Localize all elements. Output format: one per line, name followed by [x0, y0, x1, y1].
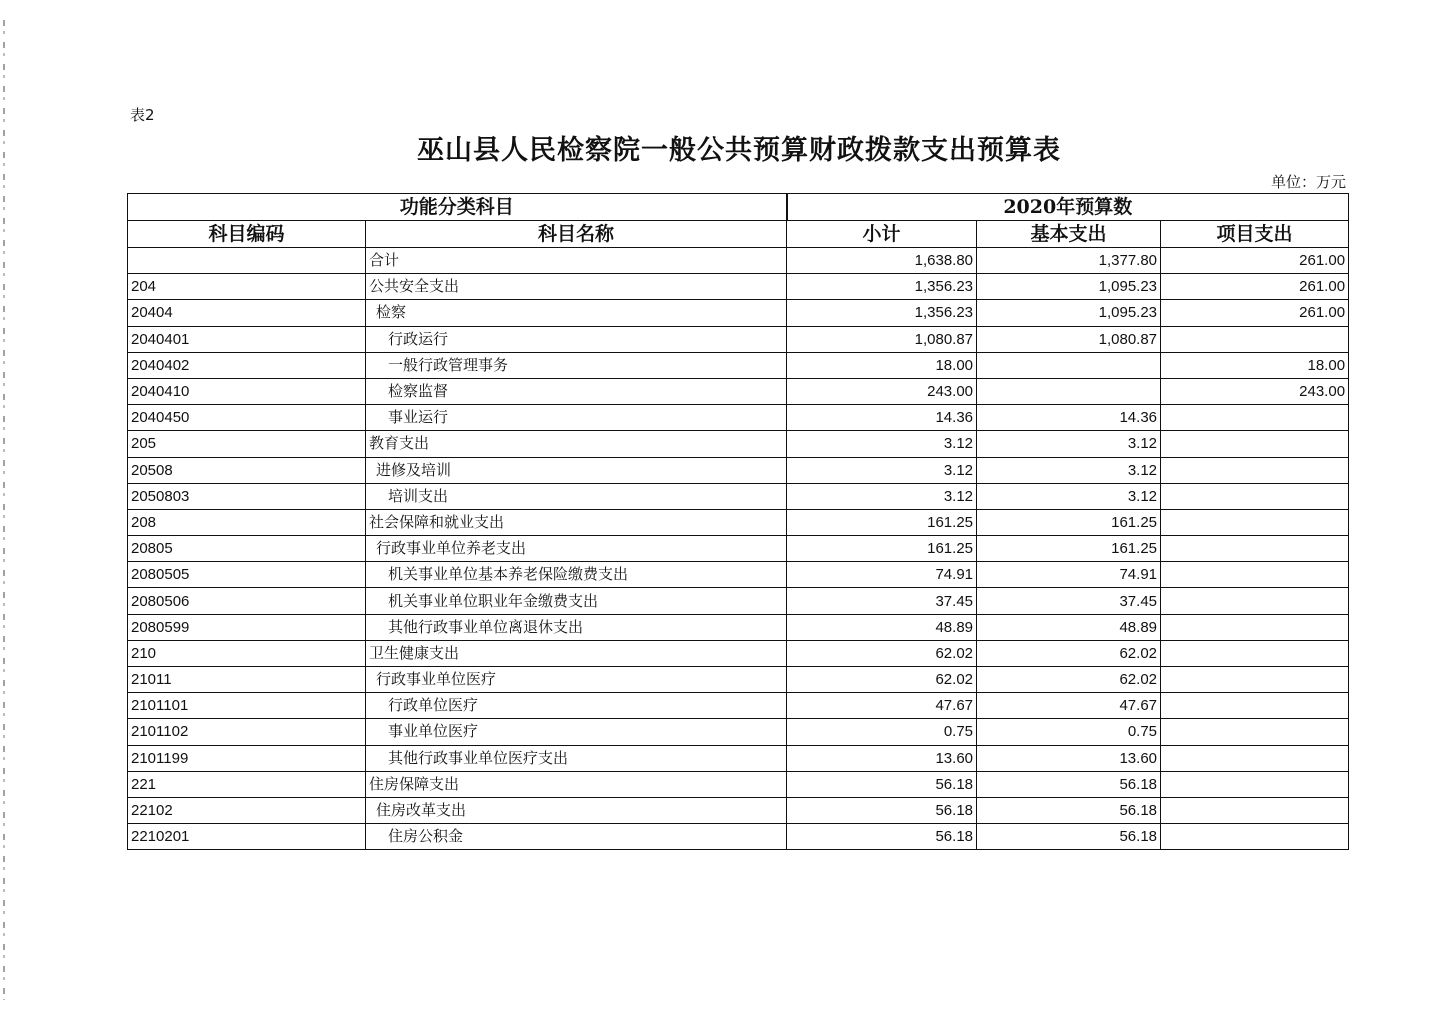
cell-project-expenditure — [1161, 326, 1349, 352]
cell-project-expenditure — [1161, 719, 1349, 745]
table-row — [128, 562, 1349, 588]
cell-project-expenditure — [1161, 693, 1349, 719]
cell-subtotal: 3.12 — [787, 431, 977, 457]
cell-project-expenditure — [1161, 745, 1349, 771]
cell-subject-name: 行政运行 — [366, 326, 787, 352]
cell-basic-expenditure: 1,095.23 — [977, 300, 1161, 326]
budget-table — [127, 193, 1349, 850]
cell-project-expenditure — [1161, 405, 1349, 431]
cell-basic-expenditure: 161.25 — [977, 509, 1161, 535]
cell-subtotal: 161.25 — [787, 536, 977, 562]
cell-project-expenditure — [1161, 667, 1349, 693]
cell-subject-name: 事业单位医疗 — [366, 719, 787, 745]
cell-subject-code: 20805 — [128, 536, 366, 562]
cell-subject-name: 其他行政事业单位医疗支出 — [366, 745, 787, 771]
cell-subtotal: 161.25 — [787, 509, 977, 535]
header-budget-2020: 2020年预算数 — [787, 194, 1349, 221]
cell-subtotal: 48.89 — [787, 614, 977, 640]
header-subject-name: 科目名称 — [366, 221, 787, 248]
cell-project-expenditure: 243.00 — [1161, 378, 1349, 404]
cell-project-expenditure — [1161, 431, 1349, 457]
table-row — [128, 640, 1349, 666]
cell-subject-name: 住房保障支出 — [366, 771, 787, 797]
budget-table-body — [128, 194, 1349, 850]
cell-basic-expenditure: 56.18 — [977, 824, 1161, 850]
cell-subject-code: 22102 — [128, 797, 366, 823]
table-row — [128, 483, 1349, 509]
table-row — [128, 667, 1349, 693]
cell-project-expenditure — [1161, 509, 1349, 535]
cell-subtotal: 37.45 — [787, 588, 977, 614]
cell-project-expenditure — [1161, 457, 1349, 483]
cell-subject-code: 2050803 — [128, 483, 366, 509]
table-row — [128, 719, 1349, 745]
cell-subject-code: 2040410 — [128, 378, 366, 404]
cell-subject-name: 培训支出 — [366, 483, 787, 509]
cell-subtotal: 18.00 — [787, 352, 977, 378]
cell-subject-name: 住房公积金 — [366, 824, 787, 850]
cell-subject-code — [128, 248, 366, 274]
table-row — [128, 745, 1349, 771]
cell-basic-expenditure — [977, 378, 1161, 404]
cell-subtotal: 14.36 — [787, 405, 977, 431]
cell-subject-code: 221 — [128, 771, 366, 797]
cell-subject-code: 2101199 — [128, 745, 366, 771]
cell-basic-expenditure: 56.18 — [977, 771, 1161, 797]
table-row — [128, 509, 1349, 535]
table-row — [128, 248, 1349, 274]
cell-project-expenditure — [1161, 483, 1349, 509]
header-project-expenditure: 项目支出 — [1161, 221, 1349, 248]
cell-basic-expenditure: 3.12 — [977, 483, 1161, 509]
table-row — [128, 378, 1349, 404]
table-row — [128, 824, 1349, 850]
cell-basic-expenditure: 1,080.87 — [977, 326, 1161, 352]
cell-project-expenditure: 261.00 — [1161, 300, 1349, 326]
cell-basic-expenditure: 74.91 — [977, 562, 1161, 588]
cell-project-expenditure: 18.00 — [1161, 352, 1349, 378]
cell-subject-code: 2040401 — [128, 326, 366, 352]
cell-subject-name: 行政单位医疗 — [366, 693, 787, 719]
cell-basic-expenditure: 37.45 — [977, 588, 1161, 614]
cell-subject-name: 一般行政管理事务 — [366, 352, 787, 378]
cell-subtotal: 62.02 — [787, 667, 977, 693]
header-subject-code: 科目编码 — [128, 221, 366, 248]
unit-label: 单位：万元 — [1270, 173, 1346, 191]
table-row — [128, 457, 1349, 483]
cell-subject-code: 2040402 — [128, 352, 366, 378]
cell-basic-expenditure: 62.02 — [977, 640, 1161, 666]
cell-subtotal: 62.02 — [787, 640, 977, 666]
cell-subject-code: 20508 — [128, 457, 366, 483]
header-basic-expenditure: 基本支出 — [977, 221, 1161, 248]
table-row — [128, 536, 1349, 562]
cell-project-expenditure — [1161, 536, 1349, 562]
cell-subject-name: 检察监督 — [366, 378, 787, 404]
cell-basic-expenditure: 1,377.80 — [977, 248, 1161, 274]
table-row — [128, 693, 1349, 719]
cell-basic-expenditure: 3.12 — [977, 457, 1161, 483]
header-column-row — [128, 221, 1349, 248]
cell-subject-name: 住房改革支出 — [366, 797, 787, 823]
cell-subtotal: 56.18 — [787, 797, 977, 823]
cell-basic-expenditure: 62.02 — [977, 667, 1161, 693]
table-row — [128, 771, 1349, 797]
cell-subject-code: 2080505 — [128, 562, 366, 588]
cell-subject-name: 机关事业单位职业年金缴费支出 — [366, 588, 787, 614]
cell-subtotal: 1,638.80 — [787, 248, 977, 274]
table-row — [128, 274, 1349, 300]
header-subtotal: 小计 — [787, 221, 977, 248]
document-title: 巫山县人民检察院一般公共预算财政拨款支出预算表 — [417, 135, 1061, 166]
table-row — [128, 797, 1349, 823]
table-number-label: 表2 — [130, 106, 155, 124]
cell-basic-expenditure: 1,095.23 — [977, 274, 1161, 300]
cell-project-expenditure: 261.00 — [1161, 248, 1349, 274]
cell-subtotal: 56.18 — [787, 824, 977, 850]
cell-subtotal: 1,080.87 — [787, 326, 977, 352]
table-row — [128, 405, 1349, 431]
cell-subtotal: 1,356.23 — [787, 300, 977, 326]
cell-basic-expenditure: 3.12 — [977, 431, 1161, 457]
cell-subtotal: 3.12 — [787, 457, 977, 483]
cell-subject-name: 公共安全支出 — [366, 274, 787, 300]
cell-subtotal: 243.00 — [787, 378, 977, 404]
cell-subject-code: 2101101 — [128, 693, 366, 719]
cell-basic-expenditure: 0.75 — [977, 719, 1161, 745]
cell-subject-name: 卫生健康支出 — [366, 640, 787, 666]
cell-subject-name: 检察 — [366, 300, 787, 326]
cell-subject-code: 208 — [128, 509, 366, 535]
header-group-row — [128, 194, 1349, 221]
cell-basic-expenditure: 47.67 — [977, 693, 1161, 719]
cell-basic-expenditure: 56.18 — [977, 797, 1161, 823]
cell-project-expenditure — [1161, 562, 1349, 588]
cell-basic-expenditure: 48.89 — [977, 614, 1161, 640]
cell-subtotal: 56.18 — [787, 771, 977, 797]
cell-project-expenditure — [1161, 640, 1349, 666]
cell-subject-name: 合计 — [366, 248, 787, 274]
cell-subject-code: 2210201 — [128, 824, 366, 850]
cell-subtotal: 1,356.23 — [787, 274, 977, 300]
cell-subject-code: 205 — [128, 431, 366, 457]
cell-subject-code: 2080599 — [128, 614, 366, 640]
cell-project-expenditure — [1161, 771, 1349, 797]
cell-subject-name: 行政事业单位养老支出 — [366, 536, 787, 562]
cell-basic-expenditure: 14.36 — [977, 405, 1161, 431]
cell-project-expenditure — [1161, 614, 1349, 640]
cell-subtotal: 47.67 — [787, 693, 977, 719]
table-row — [128, 352, 1349, 378]
cell-subject-name: 社会保障和就业支出 — [366, 509, 787, 535]
cell-subject-code: 2080506 — [128, 588, 366, 614]
table-row — [128, 300, 1349, 326]
cell-subject-code: 21011 — [128, 667, 366, 693]
cell-subject-name: 事业运行 — [366, 405, 787, 431]
cell-basic-expenditure: 161.25 — [977, 536, 1161, 562]
cell-subject-code: 2040450 — [128, 405, 366, 431]
cell-subject-name: 教育支出 — [366, 431, 787, 457]
cell-subject-name: 进修及培训 — [366, 457, 787, 483]
cell-subject-code: 210 — [128, 640, 366, 666]
cell-subject-name: 机关事业单位基本养老保险缴费支出 — [366, 562, 787, 588]
table-row — [128, 614, 1349, 640]
cell-subject-name: 行政事业单位医疗 — [366, 667, 787, 693]
cell-project-expenditure — [1161, 588, 1349, 614]
cell-subject-name: 其他行政事业单位离退休支出 — [366, 614, 787, 640]
table-row — [128, 588, 1349, 614]
cell-subtotal: 13.60 — [787, 745, 977, 771]
cell-subtotal: 74.91 — [787, 562, 977, 588]
table-row — [128, 431, 1349, 457]
cell-subject-code: 2101102 — [128, 719, 366, 745]
scan-edge-artifact — [3, 20, 5, 1000]
cell-project-expenditure — [1161, 824, 1349, 850]
header-function-classification: 功能分类科目 — [128, 194, 787, 221]
cell-project-expenditure — [1161, 797, 1349, 823]
cell-basic-expenditure — [977, 352, 1161, 378]
cell-subject-code: 20404 — [128, 300, 366, 326]
cell-subtotal: 0.75 — [787, 719, 977, 745]
cell-project-expenditure: 261.00 — [1161, 274, 1349, 300]
cell-subject-code: 204 — [128, 274, 366, 300]
cell-subtotal: 3.12 — [787, 483, 977, 509]
table-row — [128, 326, 1349, 352]
cell-basic-expenditure: 13.60 — [977, 745, 1161, 771]
